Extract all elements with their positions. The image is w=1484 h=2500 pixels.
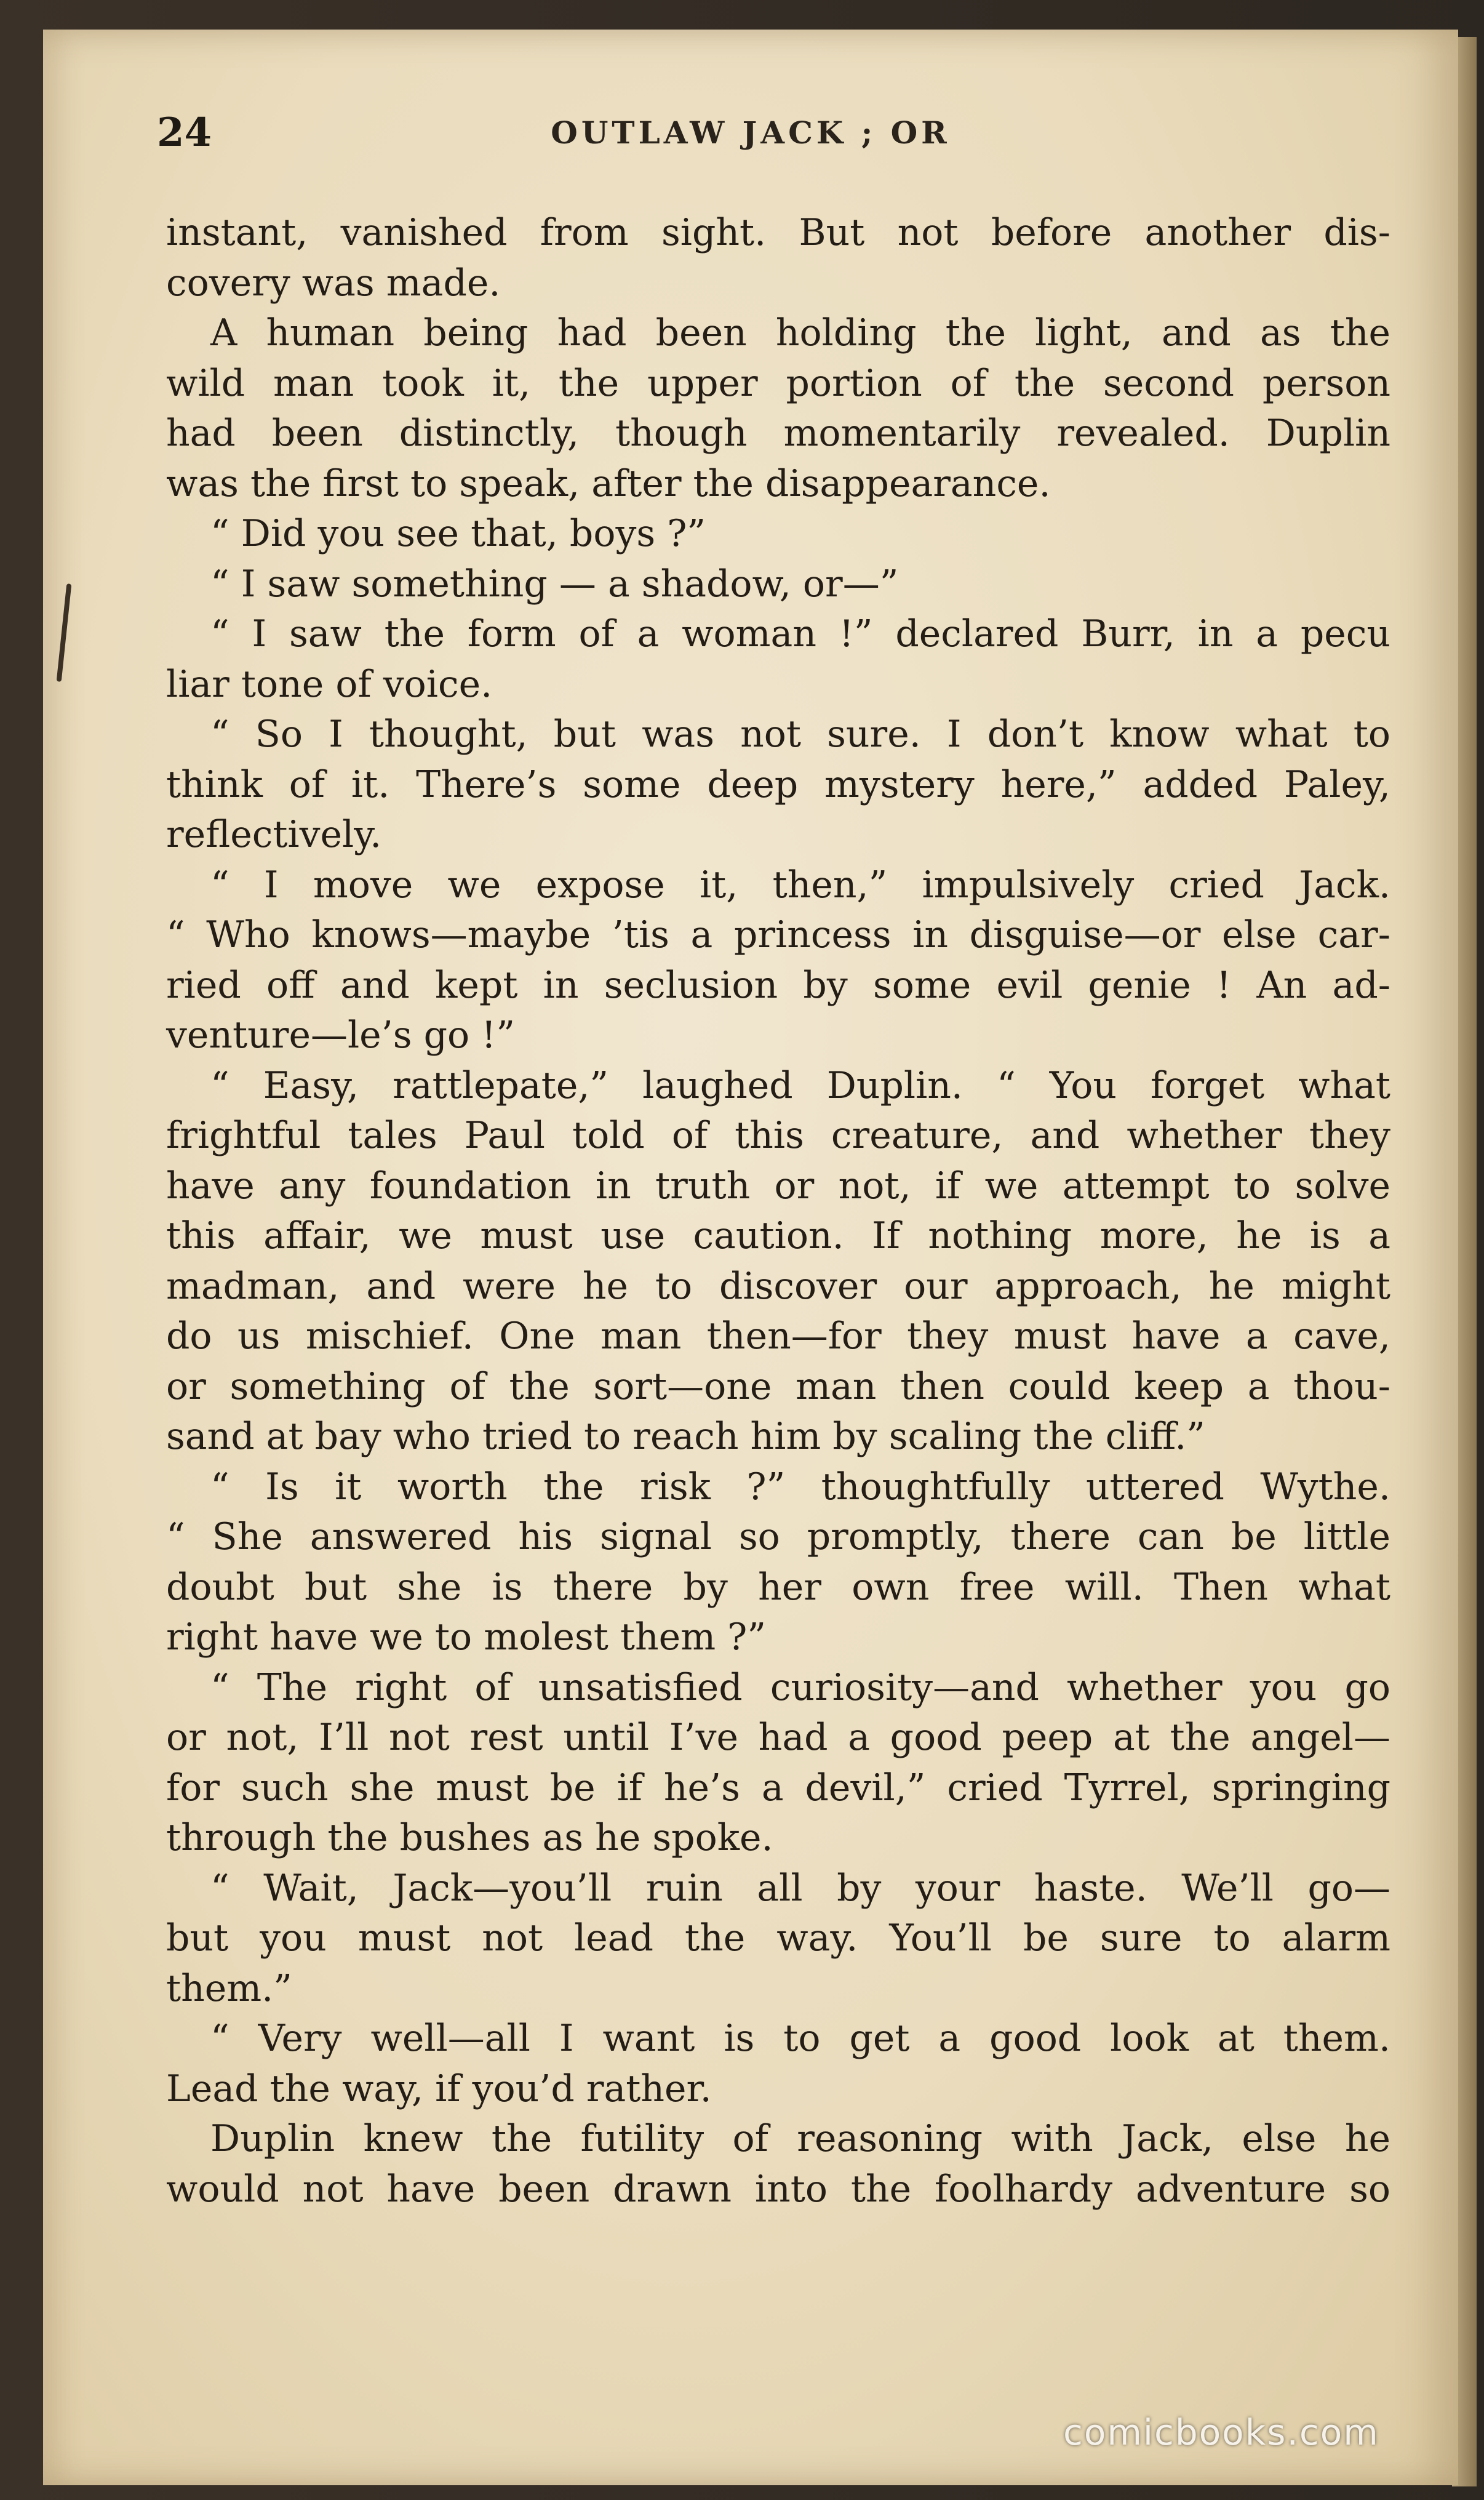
text-line: them.” bbox=[166, 1966, 292, 2010]
text-line: think of it. There’s some deep mystery here,” added Paley, bbox=[166, 763, 1390, 806]
text-line: “ Very well—all I want is to get a good look at them. bbox=[210, 2017, 1390, 2060]
text-line: “ The right of unsatisfied curiosity—and whether you go bbox=[210, 1665, 1390, 1709]
page-number: 24 bbox=[157, 110, 212, 156]
text-line: covery was made. bbox=[166, 261, 501, 305]
book-page bbox=[43, 30, 1458, 2485]
text-line: liar tone of voice. bbox=[166, 662, 493, 706]
text-line: A human being had been holding the light, and as the bbox=[210, 311, 1390, 355]
text-line: instant, vanished from sight. But not before another dis- bbox=[166, 211, 1390, 254]
text-line: right have we to molest them ?” bbox=[166, 1616, 766, 1659]
text-line: or something of the sort—one man then could keep a thou- bbox=[166, 1364, 1390, 1408]
page-header bbox=[43, 110, 1458, 159]
text-line: “ Is it worth the risk ?” thoughtfully uttered Wythe. bbox=[210, 1465, 1390, 1508]
text-line: reflectively. bbox=[166, 813, 382, 856]
text-line: have any foundation in truth or not, if we attempt to solve bbox=[166, 1164, 1390, 1208]
text-line: “ Did you see that, boys ?” bbox=[210, 512, 706, 555]
body-text bbox=[166, 208, 1390, 2214]
running-head: OUTLAW JACK ; OR bbox=[551, 114, 951, 151]
text-line: venture—le’s go !” bbox=[166, 1014, 516, 1057]
text-line: frightful tales Paul told of this creature, and whether they bbox=[166, 1114, 1390, 1157]
text-line: “ So I thought, but was not sure. I don’t know what to bbox=[210, 713, 1390, 756]
text-line: Lead the way, if you’d rather. bbox=[166, 2067, 712, 2110]
text-line: wild man took it, the upper portion of the second person bbox=[166, 361, 1390, 405]
text-line: “ Easy, rattlepate,” laughed Duplin. “ You forget what bbox=[210, 1064, 1390, 1107]
text-line: “ I saw something — a shadow, or—” bbox=[210, 562, 899, 606]
text-line: but you must not lead the way. You’ll be sure to alarm bbox=[166, 1917, 1390, 1960]
text-line: doubt but she is there by her own free will. Then what bbox=[166, 1565, 1390, 1609]
text-line: Duplin knew the futility of reasoning with Jack, else he bbox=[210, 2117, 1390, 2160]
text-line: do us mischief. One man then—for they must have a cave, bbox=[166, 1315, 1390, 1358]
ink-mark bbox=[57, 583, 72, 682]
text-line: ried off and kept in seclusion by some evil genie ! An ad- bbox=[166, 963, 1390, 1007]
text-line: “ She answered his signal so promptly, there can be little bbox=[166, 1515, 1390, 1558]
text-line: “ Wait, Jack—you’ll ruin all by your haste. We’ll go— bbox=[210, 1866, 1390, 1910]
watermark: comicbooks.com bbox=[1063, 2411, 1379, 2453]
text-line: this affair, we must use caution. If nothing more, he is a bbox=[166, 1214, 1390, 1257]
text-line: would not have been drawn into the foolhardy adventure so bbox=[166, 2167, 1390, 2211]
text-line: “ I saw the form of a woman !” declared Burr, in a pecu bbox=[210, 612, 1390, 655]
text-line: “ Who knows—maybe ’tis a princess in disguise—or else car- bbox=[166, 913, 1390, 956]
text-line: had been distinctly, though momentarily revealed. Duplin bbox=[166, 412, 1390, 455]
text-line: “ I move we expose it, then,” impulsively cried Jack. bbox=[210, 863, 1390, 907]
text-line: madman, and were he to discover our approach, he might bbox=[166, 1264, 1390, 1308]
text-line: or not, I’ll not rest until I’ve had a good peep at the angel— bbox=[166, 1716, 1390, 1759]
text-line: sand at bay who tried to reach him by scaling the cliff.” bbox=[166, 1415, 1205, 1458]
text-line: was the first to speak, after the disappearance. bbox=[166, 462, 1051, 505]
text-line: through the bushes as he spoke. bbox=[166, 1816, 773, 1859]
text-line: for such she must be if he’s a devil,” cried Tyrrel, springing bbox=[166, 1766, 1390, 1809]
